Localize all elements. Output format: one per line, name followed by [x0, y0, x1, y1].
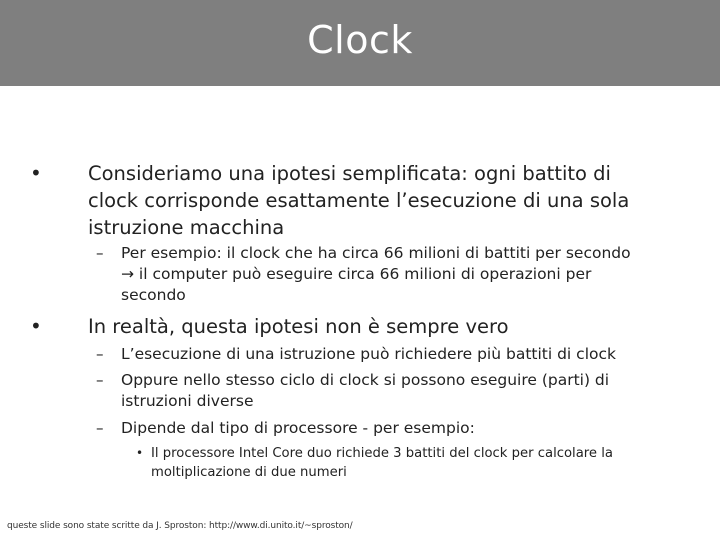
sub-bullet-2-2-line-2: istruzioni diverse: [121, 392, 254, 410]
sub-bullet-2-3: Dipende dal tipo di processore - per esempio:: [121, 419, 475, 437]
sub-bullet-1-line-1: Per esempio: il clock che ha circa 66 milioni di battiti per secondo: [121, 244, 631, 262]
sub-bullet-2-1: L’esecuzione di una istruzione può richiedere più battiti di clock: [121, 345, 616, 363]
sub-sub-bullet-line-1: Il processore Intel Core duo richiede 3 battiti del clock per calcolare la: [151, 446, 613, 461]
bullet-1-line-1: Consideriamo una ipotesi semplificata: ogni battito di: [88, 162, 611, 185]
dash-bullet: –: [96, 371, 104, 389]
bullet-1-line-3: istruzione macchina: [88, 216, 285, 239]
dash-bullet: –: [96, 244, 104, 262]
bullet-1-line-2: clock corrisponde esattamente l’esecuzione di una sola: [88, 189, 630, 212]
bullet-dot: •: [30, 161, 42, 185]
sub-sub-bullet-line-2: moltiplicazione di due numeri: [151, 465, 347, 480]
sub-bullet-1-line-2: → il computer può eseguire circa 66 milioni di operazioni per: [121, 265, 592, 283]
footer-credit: queste slide sono state scritte da J. Sproston: http://www.di.unito.it/~sproston/: [7, 521, 353, 531]
dash-bullet: –: [96, 345, 104, 363]
bullet-2-text: In realtà, questa ipotesi non è sempre vero: [88, 315, 509, 338]
sub-bullet-2-2-line-1: Oppure nello stesso ciclo di clock si possono eseguire (parti) di: [121, 371, 610, 389]
dash-bullet: –: [96, 419, 104, 437]
sub-bullet-1-line-3: secondo: [121, 286, 186, 304]
bullet-dot: •: [136, 446, 144, 460]
bullet-dot: •: [30, 314, 42, 338]
slide-title: Clock: [307, 18, 413, 62]
